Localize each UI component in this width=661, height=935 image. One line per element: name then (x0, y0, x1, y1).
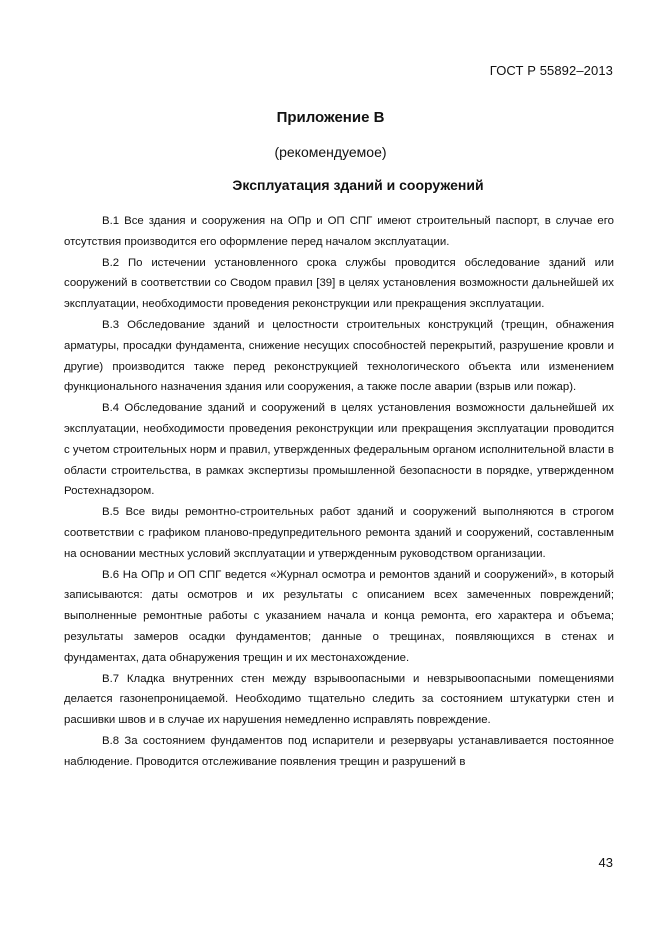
appendix-title: Приложение В (276, 109, 385, 126)
appendix-subtitle: (рекомендуемое) (274, 144, 387, 160)
paragraph-b4: В.4 Обследование зданий и сооружений в целях установления возможности дальнейшей их эксплуатации, необходимости проведения реконструкции или прекращения эксплуатации проводится с учетом строительных норм и правил, утвержденных федеральным органом исполнительной власти в области строительства, в рамках экспертизы промышленной безопасности в порядке, утвержденном Ростехнадзором. (64, 402, 614, 498)
section-title: Эксплуатация зданий и сооружений (232, 177, 484, 193)
paragraph-b5: В.5 Все виды ремонтно-строительных работ зданий и сооружений выполняются в строгом соответствии с графиком планово-предупредительного ремонта зданий и сооружений, составленным на основании местных условий эксплуатации и утвержденным руководством организации. (64, 506, 614, 560)
paragraph-b2: В.2 По истечении установленного срока службы проводится обследование зданий или сооружений в соответствии со Сводом правил [39] в целях установления возможности дальнейшей их эксплуатации, необходимости проведения реконструкции или прекращения эксплуатации. (64, 256, 614, 311)
paragraph-b1: В.1 Все здания и сооружения на ОПр и ОП СПГ имеют строительный паспорт, в случае его отсутствия производится его оформление перед началом эксплуатации. (64, 215, 614, 248)
page-number: 43 (598, 855, 613, 870)
paragraph-b6: В.6 На ОПр и ОП СПГ ведется «Журнал осмотра и ремонтов зданий и сооружений», в который записываются: даты осмотров и их результаты с описанием всех замеченных повреждений; выполненные ремонтные работы с указанием начала и конца ремонта, его характера и объема; результаты замеров осадки фундаментов; данные о трещинах, появляющихся в стенах и фундаментах, дата обнаружения трещин и их местонахождение. (64, 568, 614, 664)
paragraph-b7: В.7 Кладка внутренних стен между взрывоопасными и невзрывоопасными помещениями делается газонепроницаемой. Необходимо тщательно следить за состоянием штукатурки стен и расшивки швов и в случае их нарушения немедленно исправлять повреждение. (64, 672, 614, 727)
body-text (64, 211, 614, 773)
paragraph-b3: В.3 Обследование зданий и целостности строительных конструкций (трещин, обнажения арматуры, просадки фундамента, снижение несущих способностей перекрытий, разрушение кровли и другие) производится также перед реконструкцией технологического объекта или изменением функционального назначения здания или сооружения, а также после аварии (взрыв или пожар). (64, 318, 614, 394)
document-code: ГОСТ Р 55892–2013 (489, 63, 613, 78)
paragraph-b8: В.8 За состоянием фундаментов под испарители и резервуары устанавливается постоянное наблюдение. Проводится отслеживание появления трещин и разрушений в (64, 734, 614, 768)
